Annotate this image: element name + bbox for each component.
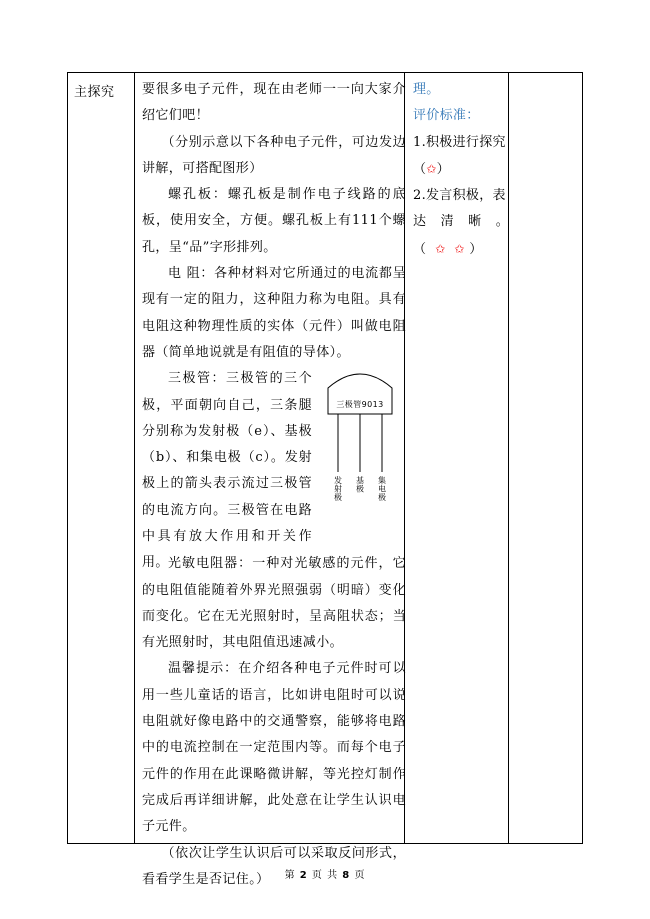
star-icon: ✩ <box>426 161 437 176</box>
transistor-diagram <box>320 366 400 506</box>
transistor-section <box>142 366 406 571</box>
star-icon: ✩ <box>454 241 465 256</box>
eval-item-2-cont: 达 清 晰 。 <box>413 214 509 230</box>
eval-item-2: 2.发言积极，表 <box>413 188 506 204</box>
eval-item-1: 1.积极进行探究 <box>413 134 506 150</box>
column-divider <box>134 73 135 843</box>
transistor-label: 三极管9013 <box>336 400 384 410</box>
paragraph-review: （依次让学生认识后可以采取反问形式，看看学生是否记住。） <box>142 845 406 887</box>
base-label: 基极 <box>355 476 365 494</box>
eval-continuation: 理。 <box>413 82 440 97</box>
teaching-content <box>142 77 406 893</box>
evaluation-column <box>413 77 509 263</box>
paragraph-note: （分别示意以下各种电子元件，可边发边讲解，可搭配图形） <box>142 134 406 176</box>
current-page: 2 <box>299 870 308 881</box>
eval-heading: 评价标准： <box>413 108 480 124</box>
paragraph-tip: 温馨提示：在介绍各种电子元件时可以用一些儿童话的语言，比如讲电阻时可以说电阻就好像电路中的交通警察，能够将电路中的电流控制在一定范围内等。而每个电子元件的作用在此课略微讲解，等光控灯制作完成后再详细讲解，此处意在让学生认识电子元件。 <box>142 661 406 835</box>
star-icon: ✩ <box>435 241 446 256</box>
page-footer: 第 2 页 共 8 页 <box>284 870 366 881</box>
total-pages: 8 <box>342 870 351 881</box>
row-label: 主探究 <box>74 85 115 100</box>
collector-label: 集电极 <box>377 476 387 502</box>
emitter-label: 发射极 <box>333 476 343 502</box>
eval-item-2-rating: （ ✩ ✩ ） <box>413 241 483 257</box>
eval-item-1-rating: （✩） <box>413 161 450 177</box>
paragraph-intro: 要很多电子元件，现在由老师一一向大家介绍它们吧！ <box>142 82 406 124</box>
paragraph-transistor: 三极管：三极管的三个极，平面朝向自己，三条腿分别称为发射极（e）、基极（b）、和集电极（c）。发射极上的箭头表示流过三极管的电流方向。三极管在电路中具有放大作用和开关作用。 <box>142 371 312 571</box>
paragraph-resistor: 电 阻：各种材料对它所通过的电流都呈现有一定的阻力，这种阻力称为电阻。具有电阻这种物理性质的实体（元件）叫做电阻器（简单地说就是有阻值的导体）。 <box>142 266 406 360</box>
paragraph-screw-board: 螺孔板：螺孔板是制作电子线路的底板，使用安全，方便。螺孔板上有111个螺孔，呈“品”字形排列。 <box>142 187 406 255</box>
paragraph-photoresistor: 光敏电阻器：一种对光敏感的元件，它的电阻值能随着外界光照强弱（明暗）变化而变化。它在无光照射时，呈高阻状态；当有光照射时，其电阻值迅速减小。 <box>142 556 406 651</box>
